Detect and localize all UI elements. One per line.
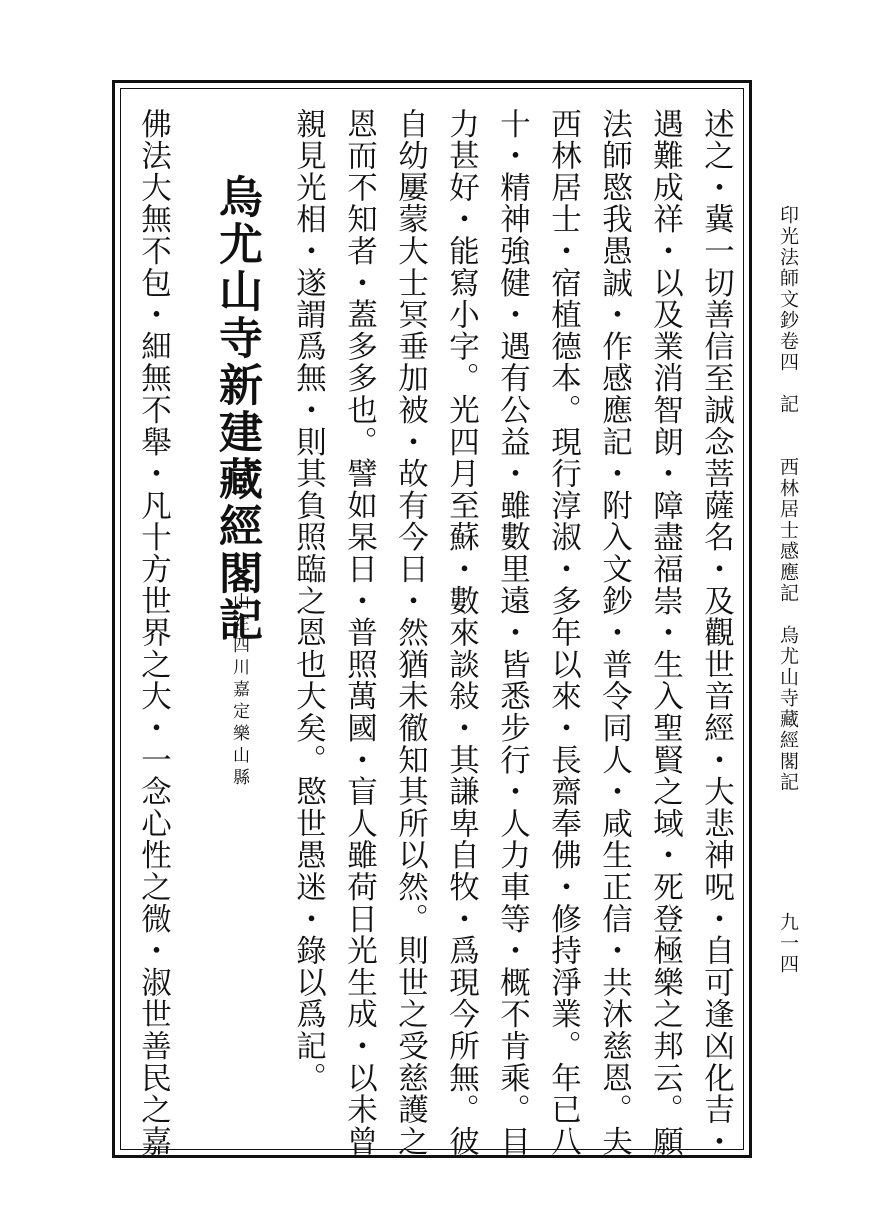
- text-column: 力甚好・能寫小字。光四月至蘇・數來談敍・其謙卑自牧・爲現今所無。彼: [443, 108, 479, 1158]
- article-title: 烏尤山寺新建藏經閣記: [211, 174, 262, 644]
- text-column: 親見光相・遂謂爲無・則其負照臨之恩也大矣。愍世愚迷・錄以爲記。: [290, 108, 326, 1094]
- article-subtitle: 山在四川嘉定樂山縣: [229, 592, 249, 790]
- text-column: 恩而不知者・蓋多多也。譬如杲日・普照萬國・盲人雖荷日光生成・以未曾: [341, 108, 377, 1158]
- running-head: 印光法師文鈔卷四 記 西林居士感應記 烏尤山寺藏經閣記: [777, 205, 799, 793]
- text-column: 述之・冀一切善信至誠念菩薩名・及觀世音經・大悲神呪・自可逢凶化吉・: [698, 108, 734, 1158]
- text-column: 法師愍我愚誠・作感應記・附入文鈔・普令同人・咸生正信・共沐慈恩。夫: [596, 108, 632, 1158]
- text-column: 西林居士・宿植德本。現行淳淑・多年以來・長齋奉佛・修持淨業。年已八: [545, 108, 581, 1158]
- text-column: 十・精神強健・遇有公益・雖數里遠・皆悉步行・人力車等・概不肯乘。目: [494, 108, 530, 1158]
- text-column: 佛法大無不包・細無不舉・凡十方世界之大・一念心性之微・淑世善民之嘉: [135, 108, 171, 1158]
- page-number: 九一四: [777, 912, 799, 975]
- text-column: 遇難成祥・以及業消智朗・障盡福崇・生入聖賢之域・死登極樂之邦云。願: [647, 108, 683, 1158]
- text-column: 自幼屢蒙大士冥垂加被・故有今日・然猶未徹知其所以然。則世之受慈護之: [392, 108, 428, 1158]
